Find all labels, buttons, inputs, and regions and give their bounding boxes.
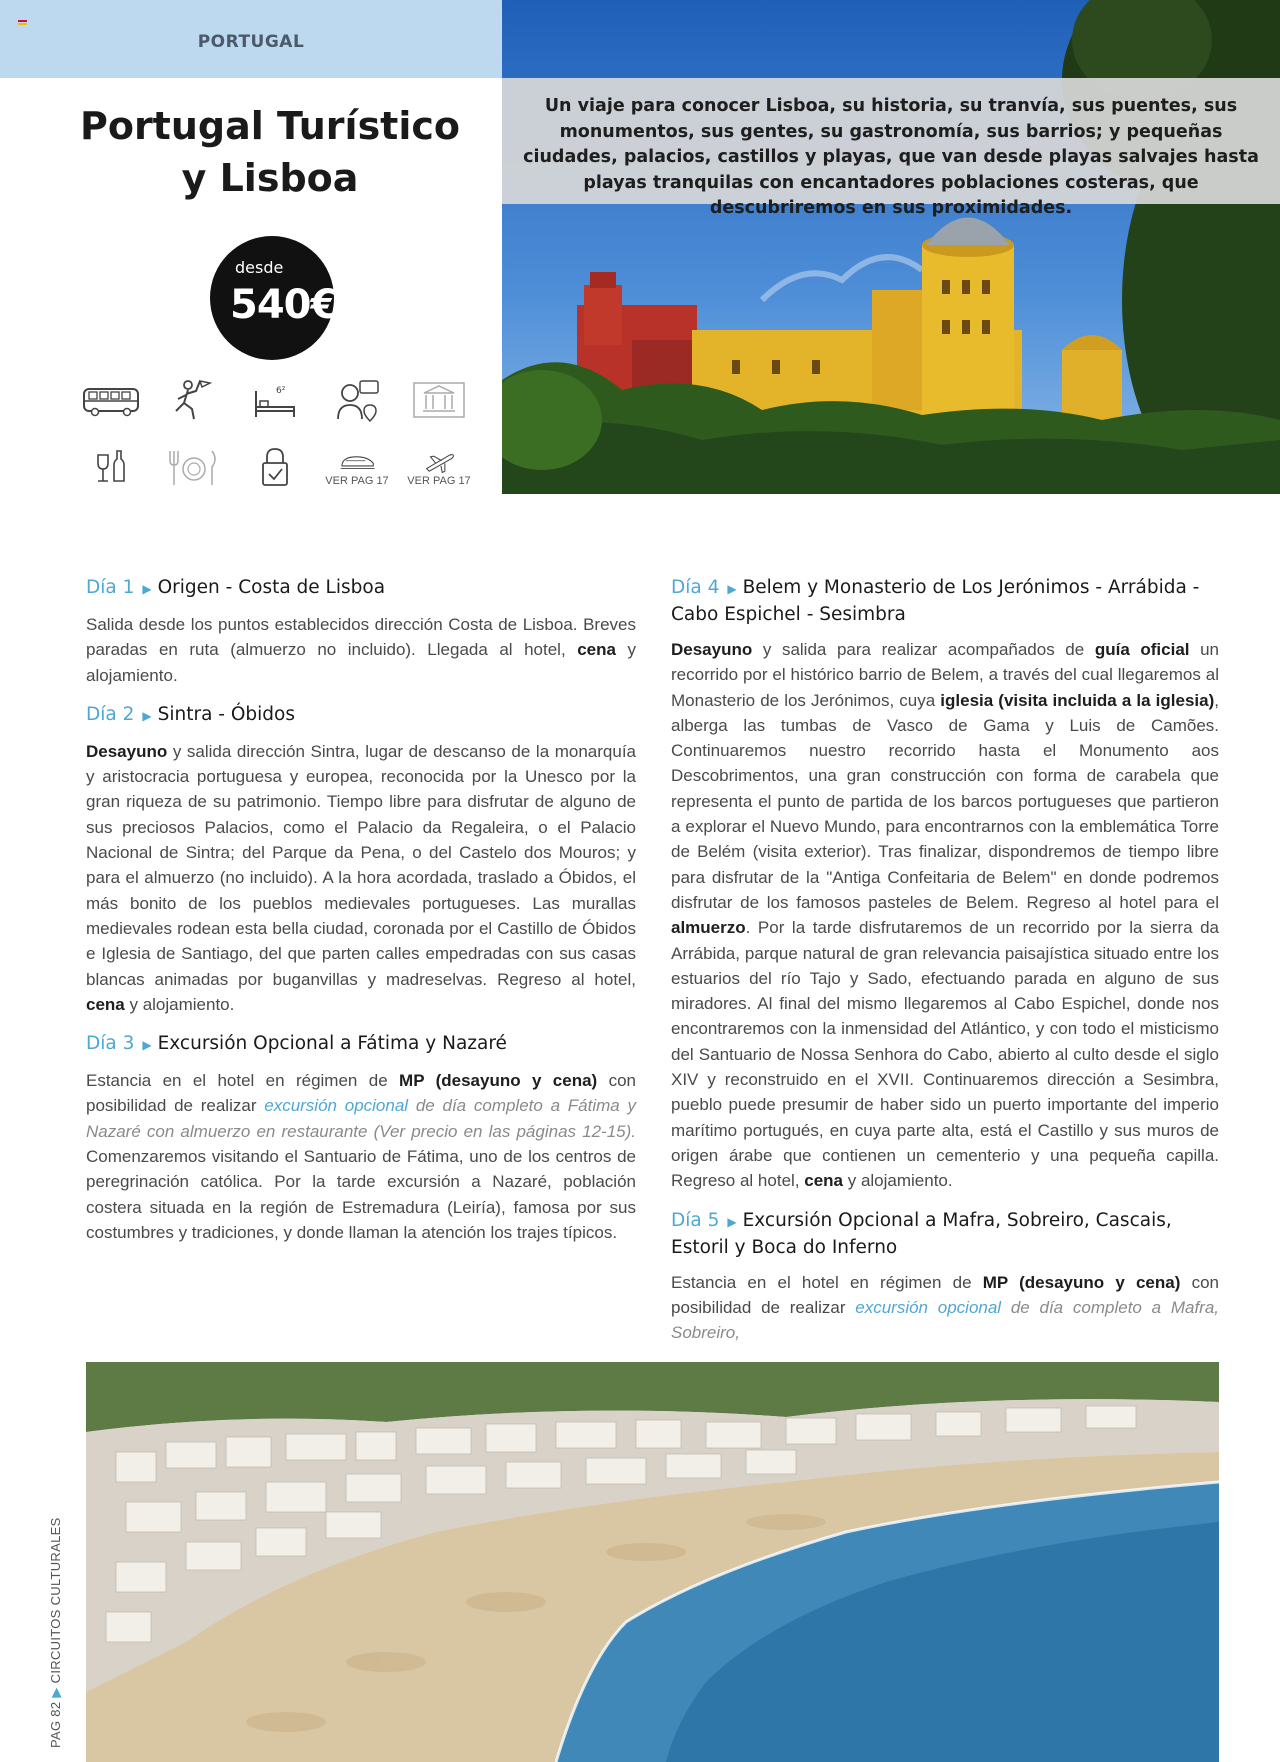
day-2-number: Día 2 [86, 703, 135, 725]
train-icon [316, 440, 398, 496]
price-value: 540€ [230, 282, 338, 328]
arrow-icon: ▶ [142, 582, 152, 596]
page-footer-label [48, 1517, 64, 1748]
itinerary-left-column [86, 575, 636, 1259]
arrow-icon: ▶ [727, 582, 737, 596]
services-row-1 [70, 372, 480, 428]
day-3 [86, 1031, 636, 1245]
beach-image-nazare [86, 1362, 1219, 1762]
title-line-1: Portugal Turístico [79, 104, 461, 148]
optional-excursion-link[interactable]: excursión opcional [855, 1297, 1002, 1317]
day-5-text: Estancia en el hotel en régimen de MP (desayuno y cena) con posibilidad de realizar excursión opcional de día completo a Mafra, Sobreiro, [671, 1272, 1220, 1343]
monument-ticket-icon [398, 372, 480, 428]
day-1-number: Día 1 [86, 577, 135, 598]
guide-flag-icon [152, 372, 234, 428]
day-4 [671, 575, 1219, 1194]
day-4-number: Día 4 [671, 577, 720, 598]
arrow-icon: ▶ [727, 1214, 737, 1229]
hotel-bed-icon [234, 372, 316, 428]
day-2-text: Desayuno y salida dirección Sintra, lugar de descanso de la monarquía y aristocracia portuguesa y europea, reconocida por la Unesco por la gran riqueza de su patrimonio. Tiempo libre para disfrutar de alguno de sus preciosos Palacios, como el Palacio da Regaleira, o el Palacio Nacional de Sintra; del Parque da Pena, o del Castelo dos Mouros; y para el almuerzo (no incluido). A la hora acordada, traslado a Óbidos, el más bonito de los pueblos medievales portugueses. Las murallas medievales rodean esta bella ciudad, coronada por el Castillo de Óbidos e Iglesia de Santiago, del que parten calles empedradas con sus casas blancas animadas por buganvillas y madreselvas. Regreso al hotel, cena y alojamiento. [86, 741, 636, 1014]
wine-icon [70, 440, 152, 496]
day-3-heading [86, 1031, 636, 1058]
arrow-icon: ▶ [142, 708, 152, 723]
services-row-2 [70, 440, 480, 496]
day-5-number: Día 5 [671, 1209, 720, 1231]
page-number: PAG 82 [48, 1701, 63, 1748]
day-1-heading [86, 575, 636, 602]
day-3-title: Excursión Opcional a Fátima y Nazaré [157, 1033, 507, 1055]
day-4-title: Belem y Monasterio de Los Jerónimos - Arrábida - Cabo Espichel - Sesimbra [671, 577, 1200, 625]
train-note: VER PAG 17 [325, 475, 389, 487]
itinerary-right-column [671, 575, 1219, 1359]
price-from-label: desde [235, 258, 284, 277]
day-3-text: Estancia en el hotel en régimen de MP (desayuno y cena) con posibilidad de realizar excursión opcional de día completo a Fátima y Nazaré con almuerzo en restaurante (Ver precio en las páginas 12-15). Comenzaremos visitando el Santuario de Fátima, uno de los centros de peregrinación católica. Por la tarde excursión a Nazaré, población costera situada en la región de Estremadura (Leiría), famosa por sus costumbres y tradiciones, y donde llaman la atención los trajes típicos. [86, 1071, 636, 1242]
title-line-2: y Lisboa [181, 156, 359, 200]
meals-icon [152, 440, 234, 496]
hero-image-pena-palace [502, 0, 1280, 494]
day-2-heading [86, 702, 636, 729]
plane-note: VER PAG 17 [407, 475, 471, 487]
svg-text:6²: 6² [276, 386, 286, 396]
section-name: CIRCUITOS CULTURALES [48, 1517, 63, 1684]
day-4-text: Desayuno y salida para realizar acompañados de guía oficial un recorrido por el histórico barrio de Belem, a través del cual llegaremos al Monasterio de los Jerónimos, cuya iglesia (visita incluida a la iglesia), alberga las tumbas de Vasco de Gama y Luis de Camões. Continuaremos nuestro recorrido hasta el Monumento aos Descobrimentos, una gran construcción con forma de carabela que representa el punto de partida de los barcos portugueses que partieron a explorar el Nuevo Mundo, para encontrarnos con la emblemática Torre de Belém (visita exterior). Tras finalizar, dispondremos de tiempo libre para disfrutar de la "Antiga Confeitaria de Belem" en donde podremos disfrutar de los famosos pasteles de Belem. Regreso al hotel para el almuerzo. Por la tarde disfrutaremos de un recorrido por la sierra da Arrábida, parque natural de gran relevancia paisajística situado entre los estuarios del río Tajo y Sado, efectuando parada en alguno de sus miradores. Al final del mismo llegaremos al Cabo Espichel, donde nos encontraremos con la inmensidad del Atlántico, y con todo el misticismo del Santuario de Nossa Senhora do Cabo, abierto al culto desde el siglo XIV y reconstruido en el XVII. Continuaremos dirección a Sesimbra, pueblo puede presumir de haber sido un puerto importante del imperio marítimo portugués, en cuya parte alta, está el Castillo y sus muros de origen árabe que contienen un cementerio y una pequeña capilla. Regreso al hotel, cena y alojamiento. [671, 640, 1220, 1191]
day-1-title: Origen - Costa de Lisboa [157, 577, 386, 598]
day-2-title: Sintra - Óbidos [157, 703, 295, 725]
arrow-icon: ▶ [48, 1687, 63, 1698]
arrow-icon: ▶ [142, 1038, 152, 1053]
page-title [60, 100, 480, 204]
day-1 [86, 575, 636, 688]
intro-text: Un viaje para conocer Lisboa, su historia, su tranvía, sus puentes, sus monumentos, sus gentes, su gastronomía, sus barrios; y pequeñas ciudades, palacios, castillos y playas, que van desde playas salvajes hasta playas tranquilas con encantadores poblaciones costeras, que descubriremos en sus proximidades. [523, 96, 1259, 218]
day-1-text: Salida desde los puntos establecidos dirección Costa de Lisboa. Breves paradas en ruta (almuerzo no incluido). Llegada al hotel, cena y alojamiento. [86, 615, 636, 685]
flag-icon [18, 20, 27, 27]
price-badge [210, 236, 338, 360]
day-4-heading [671, 575, 1219, 627]
local-guide-icon [316, 372, 398, 428]
day-3-number: Día 3 [86, 1033, 135, 1055]
day-5-title: Excursión Opcional a Mafra, Sobreiro, Cascais, Estoril y Boca do Inferno [671, 1209, 1172, 1258]
plane-icon [398, 440, 480, 496]
insurance-lock-icon [234, 440, 316, 496]
day-2 [86, 702, 636, 1017]
country-label: PORTUGAL [197, 32, 305, 52]
intro-band [502, 78, 1280, 218]
optional-excursion-link[interactable]: excursión opcional [264, 1096, 409, 1116]
day-5 [671, 1208, 1219, 1346]
day-5-heading [671, 1208, 1219, 1260]
bus-icon [70, 372, 152, 428]
